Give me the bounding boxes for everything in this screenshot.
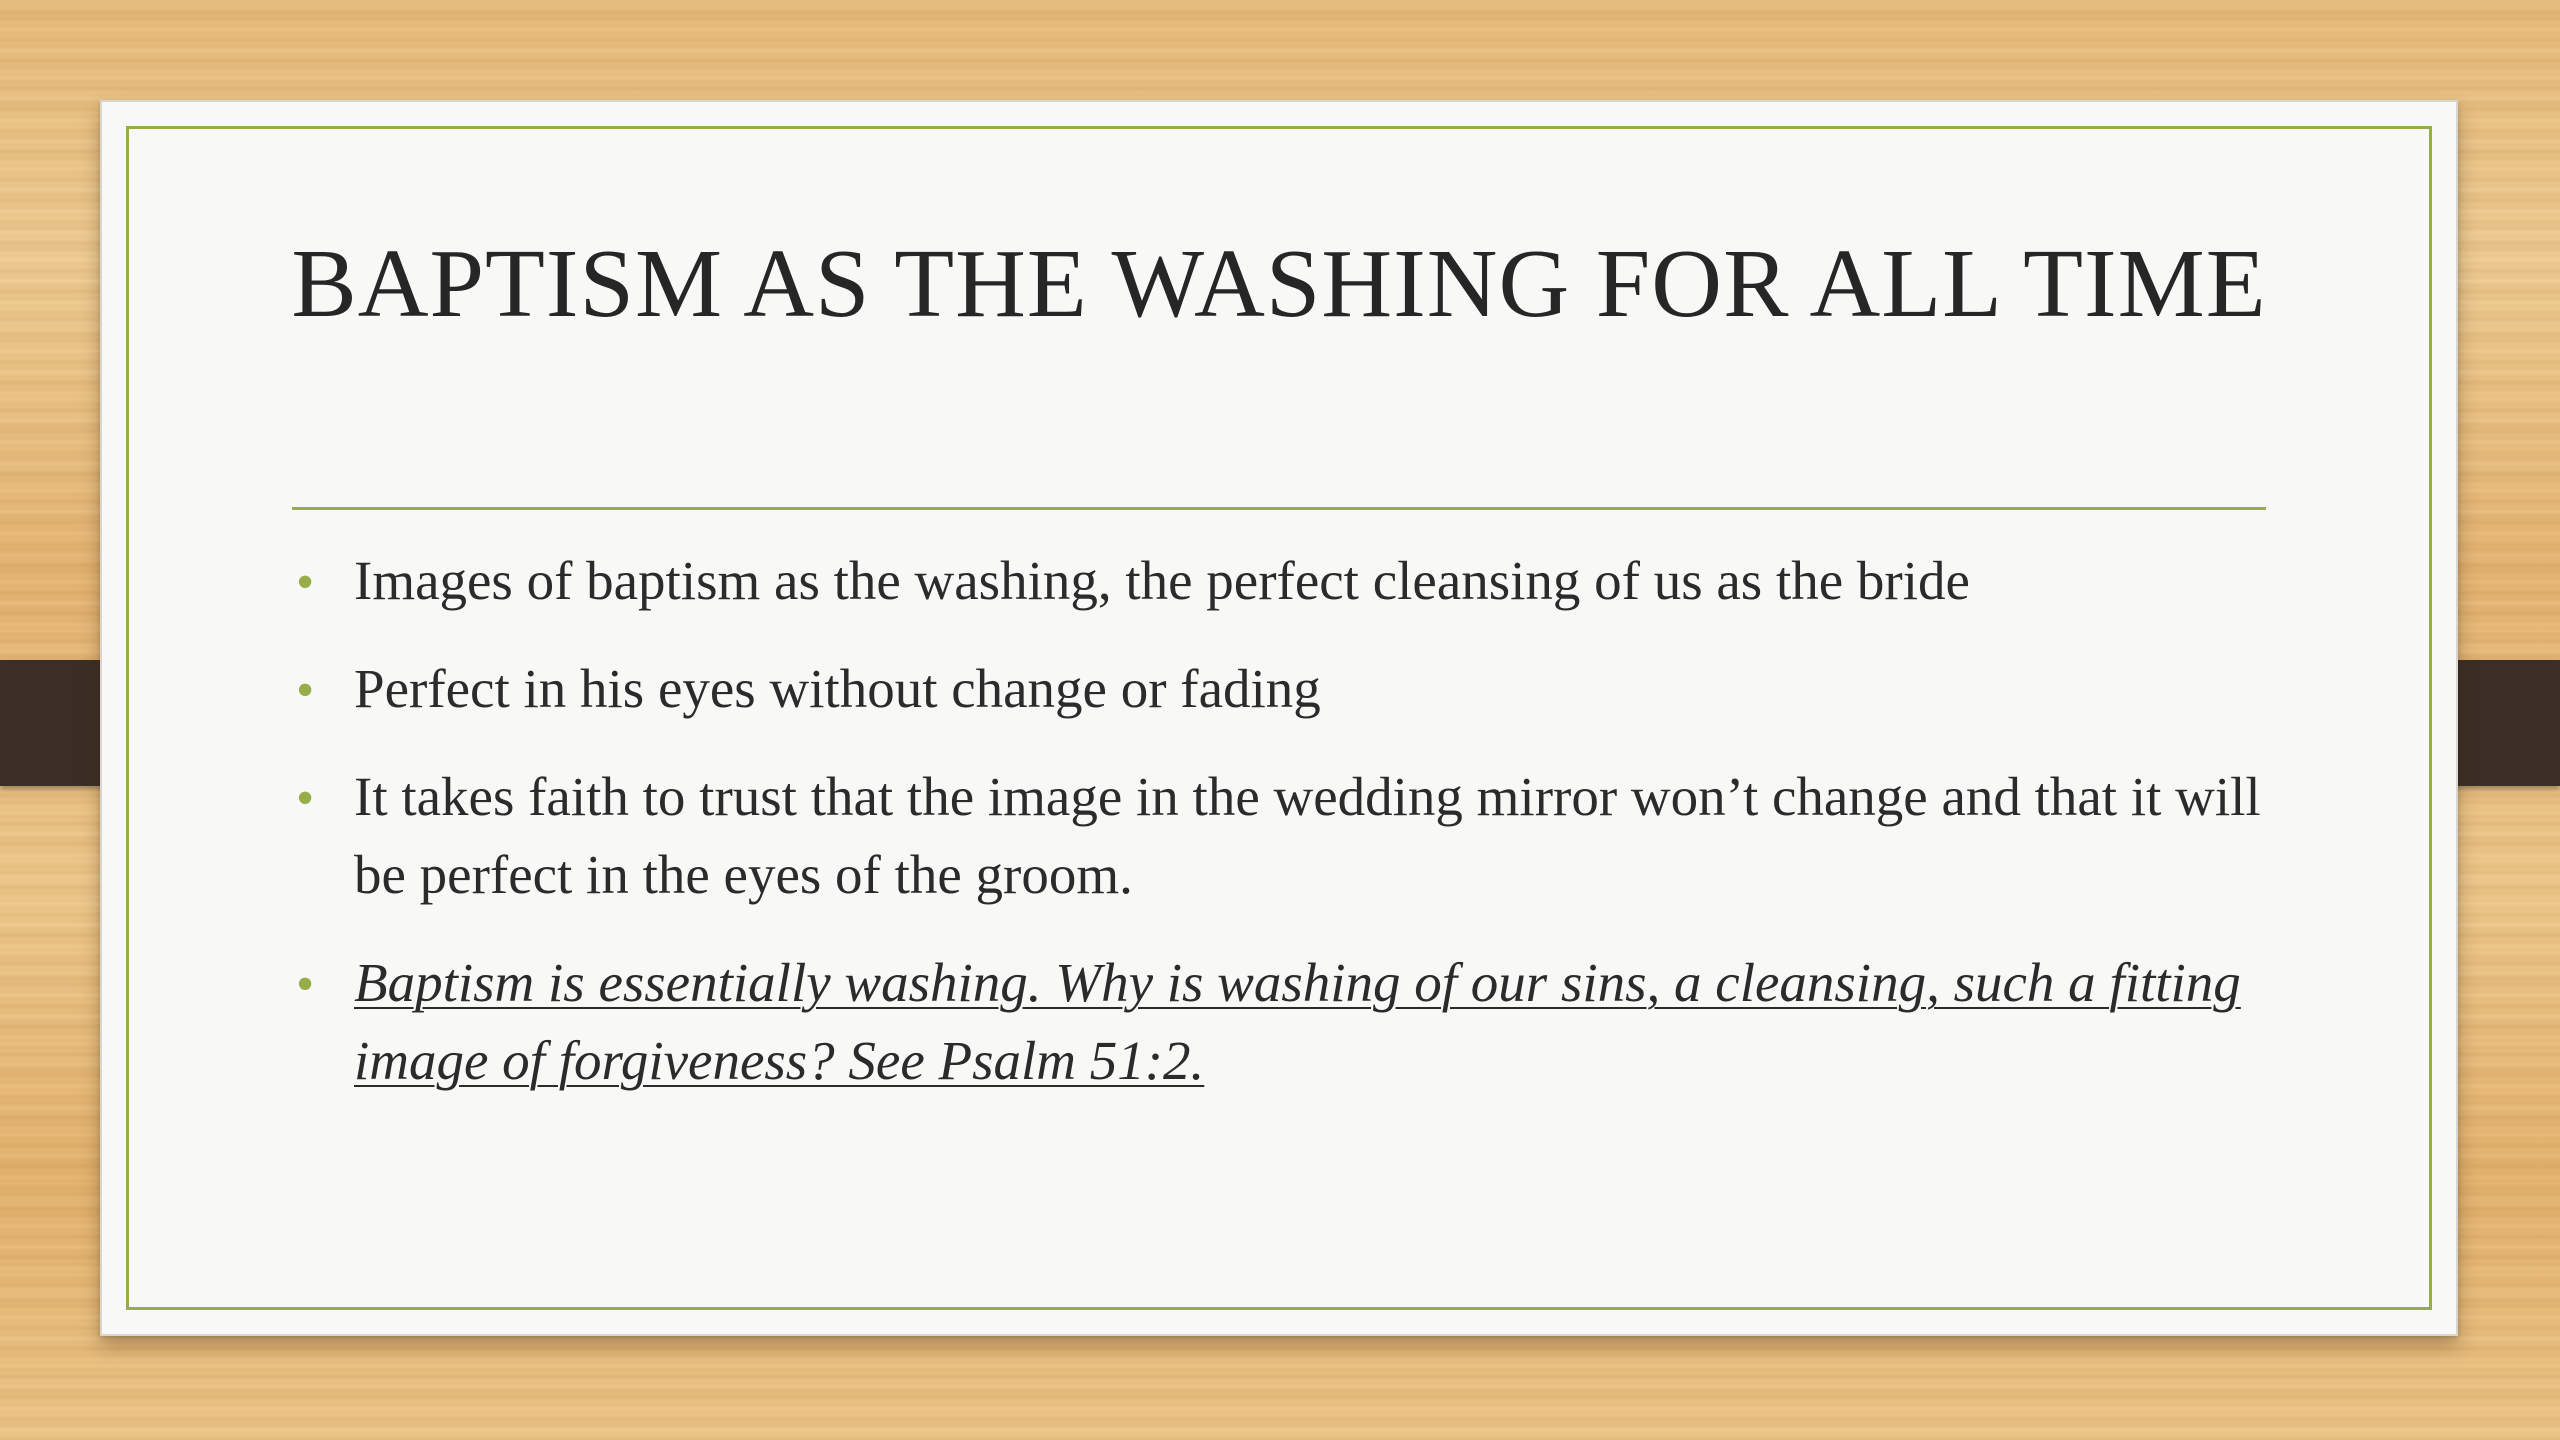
slide-title: BAPTISM AS THE WASHING FOR ALL TIME — [291, 230, 2267, 338]
bullet-text: It takes faith to trust that the image in the wedding mirror won’t change and that it will be perfect in the eyes of the groom. — [354, 766, 2261, 905]
bullet-text: Images of baptism as the washing, the perfect cleansing of us as the bride — [354, 550, 1970, 611]
list-item — [292, 944, 2276, 1100]
slide-paper — [100, 100, 2458, 1336]
bullet-icon: • — [296, 770, 315, 827]
bullet-text: Perfect in his eyes without change or fading — [354, 658, 1321, 719]
bullet-icon: • — [296, 554, 315, 611]
list-item — [292, 542, 2276, 620]
list-item — [292, 758, 2276, 914]
list-item — [292, 650, 2276, 728]
bullet-icon: • — [296, 662, 315, 719]
bullet-list — [292, 542, 2276, 1130]
bullet-icon: • — [296, 956, 315, 1013]
discussion-question-text: Baptism is essentially washing. Why is washing of our sins, a cleansing, such a fitting image of forgiveness? See Psalm 51:2. — [354, 952, 2241, 1091]
title-divider — [292, 507, 2266, 510]
